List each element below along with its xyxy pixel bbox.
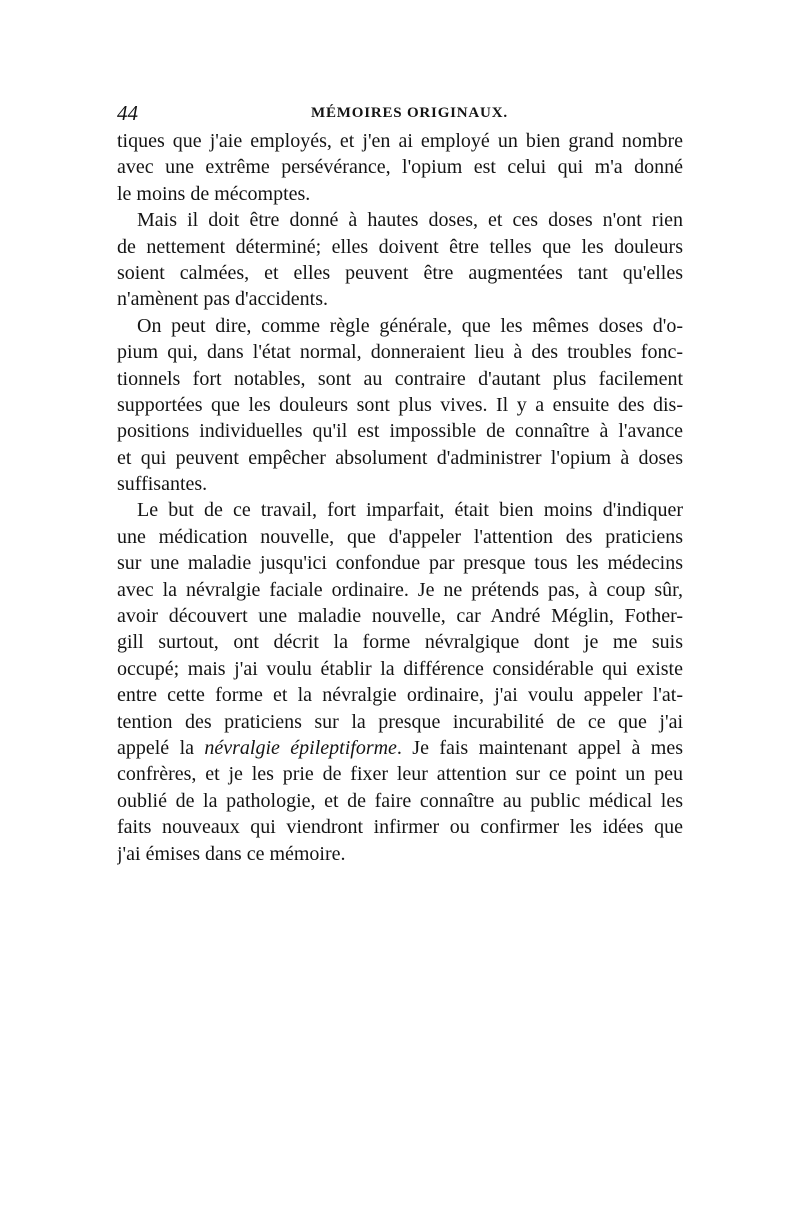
text-line: avec une extrême persévérance, l'opium est celui qui m'a donné bbox=[117, 156, 683, 179]
running-title: MÉMOIRES ORIGINAUX. bbox=[311, 105, 508, 121]
text-line: j'ai émises dans ce mémoire. bbox=[117, 842, 346, 865]
text-line: faits nouveaux qui viendront infirmer ou confirmer les idées que bbox=[117, 816, 683, 839]
text-line: positions individuelles qu'il est impossible de connaître à l'avance bbox=[117, 420, 683, 443]
text-line: On peut dire, comme règle générale, que les mêmes doses d'o- bbox=[137, 314, 683, 337]
text-line: n'amènent pas d'accidents. bbox=[117, 288, 329, 311]
text-line: le moins de mécomptes. bbox=[117, 182, 311, 205]
body-text bbox=[117, 128, 683, 867]
text-line: Mais il doit être donné à hautes doses, et ces doses n'ont rien bbox=[137, 209, 683, 232]
text-line: entre cette forme et la névralgie ordinaire, j'ai voulu appeler l'at- bbox=[117, 684, 683, 707]
text-line: une médication nouvelle, que d'appeler l'attention des praticiens bbox=[117, 525, 683, 548]
paragraph bbox=[117, 497, 683, 866]
text-line: tention des praticiens sur la presque incurabilité de ce que j'ai bbox=[117, 710, 683, 733]
paragraph bbox=[117, 128, 683, 207]
text-line: Le but de ce travail, fort imparfait, était bien moins d'indiquer bbox=[137, 499, 683, 522]
page-number: 44 bbox=[117, 101, 138, 125]
text-line: occupé; mais j'ai voulu établir la différence considérable qui existe bbox=[117, 657, 683, 680]
text-line: confrères, et je les prie de fixer leur attention sur ce point un peu bbox=[117, 763, 683, 786]
text-line: de nettement déterminé; elles doivent être telles que les douleurs bbox=[117, 235, 683, 258]
text-line: soient calmées, et elles peuvent être augmentées tant qu'elles bbox=[117, 261, 683, 284]
text-line: oublié de la pathologie, et de faire connaître au public médical les bbox=[117, 789, 683, 812]
paragraph bbox=[117, 313, 683, 498]
text-line: tionnels fort notables, sont au contraire d'autant plus facilement bbox=[117, 367, 683, 390]
text-line: et qui peuvent empêcher absolument d'administrer l'opium à doses bbox=[117, 446, 683, 469]
text-line: suffisantes. bbox=[117, 473, 208, 496]
text-line: sur une maladie jusqu'ici confondue par presque tous les médecins bbox=[117, 552, 683, 575]
text-line: avec la névralgie faciale ordinaire. Je ne prétends pas, à coup sûr, bbox=[117, 578, 683, 601]
text-line: tiques que j'aie employés, et j'en ai employé un bien grand nombre bbox=[117, 130, 683, 152]
text-line: gill surtout, ont décrit la forme névralgique dont je me suis bbox=[117, 631, 683, 654]
running-head bbox=[117, 100, 683, 126]
text-line: avoir découvert une maladie nouvelle, car André Méglin, Fother- bbox=[117, 605, 683, 628]
text-line: pium qui, dans l'état normal, donneraient lieu à des troubles fonc- bbox=[117, 341, 683, 364]
text-line: supportées que les douleurs sont plus vives. Il y a ensuite des dis- bbox=[117, 393, 683, 416]
text-line: appelé la névralgie épileptiforme. Je fais maintenant appel à mes bbox=[117, 736, 683, 759]
italic-term: névralgie épileptiforme bbox=[204, 736, 397, 759]
paragraph bbox=[117, 207, 683, 313]
